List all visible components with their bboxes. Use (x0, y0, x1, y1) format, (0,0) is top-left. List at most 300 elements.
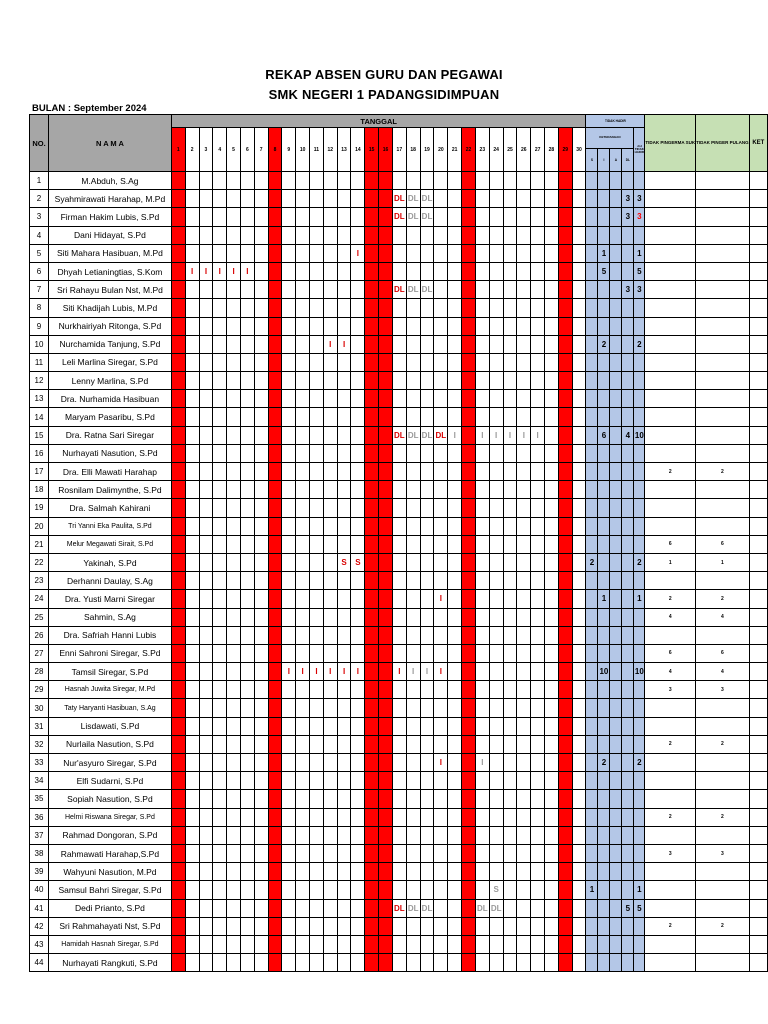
day-cell (448, 772, 462, 790)
day-cell (296, 444, 310, 462)
day-cell (240, 372, 254, 390)
day-cell (310, 499, 324, 517)
total-tidak-hadir: 3 (634, 190, 645, 208)
day-cell (282, 717, 296, 735)
count-dinas-luar (622, 390, 634, 408)
day-cell (337, 626, 351, 644)
day-cell (475, 262, 489, 280)
count-sakit (586, 299, 598, 317)
day-cell (240, 935, 254, 953)
day-cell (545, 226, 559, 244)
day-cell (337, 499, 351, 517)
tidak-pingermasuk-count (645, 172, 696, 190)
day-cell: I (337, 335, 351, 353)
day-cell (489, 262, 503, 280)
day-cell (558, 353, 572, 371)
school-name: SMK NEGERI 1 PADANGSIDIMPUAN (268, 87, 500, 102)
day-cell (406, 408, 420, 426)
day-cell (420, 535, 434, 553)
day-cell (310, 935, 324, 953)
day-cell (531, 681, 545, 699)
count-dinas-luar (622, 717, 634, 735)
code-a-header: A (610, 149, 622, 172)
day-cell (572, 299, 586, 317)
day-cell (434, 808, 448, 826)
total-tidak-hadir (634, 626, 645, 644)
day-cell (351, 353, 365, 371)
day-cell (268, 499, 282, 517)
day-cell (462, 644, 476, 662)
day-cell (558, 790, 572, 808)
day-cell (310, 353, 324, 371)
day-cell: I (282, 663, 296, 681)
day-cell (531, 808, 545, 826)
table-row (30, 353, 768, 371)
day-cell (337, 190, 351, 208)
day-cell (171, 499, 185, 517)
day-cell (185, 681, 199, 699)
day-cell: I (475, 426, 489, 444)
count-sakit (586, 754, 598, 772)
day-cell (392, 917, 406, 935)
day-cell (545, 808, 559, 826)
day-cell (199, 735, 213, 753)
day-cell (365, 826, 379, 844)
day-cell (434, 335, 448, 353)
day-cell (503, 208, 517, 226)
employee-name: Sri Rahayu Bulan Nst, M.Pd (48, 281, 171, 299)
day-cell (282, 444, 296, 462)
day-header: 6 (240, 128, 254, 172)
day-cell (240, 335, 254, 353)
day-cell (475, 390, 489, 408)
row-number: 42 (30, 917, 49, 935)
day-cell (545, 754, 559, 772)
day-cell (254, 772, 268, 790)
day-cell (227, 426, 241, 444)
day-cell (517, 553, 531, 571)
count-alpa (610, 226, 622, 244)
day-cell (503, 899, 517, 917)
day-cell (434, 790, 448, 808)
day-cell (545, 244, 559, 262)
day-cell (268, 262, 282, 280)
day-cell (296, 190, 310, 208)
table-row (30, 281, 768, 299)
day-cell (420, 863, 434, 881)
code-i-header: I (598, 149, 610, 172)
day-cell (503, 390, 517, 408)
day-cell (489, 226, 503, 244)
day-cell (448, 444, 462, 462)
day-cell (489, 699, 503, 717)
day-cell (310, 262, 324, 280)
day-cell (434, 644, 448, 662)
count-sakit (586, 808, 598, 826)
day-header: 12 (323, 128, 337, 172)
day-header: 14 (351, 128, 365, 172)
day-cell (323, 299, 337, 317)
day-cell (475, 608, 489, 626)
day-cell (531, 372, 545, 390)
day-cell (406, 172, 420, 190)
day-cell (379, 808, 393, 826)
day-cell (254, 590, 268, 608)
day-cell (199, 772, 213, 790)
day-cell (406, 935, 420, 953)
count-dinas-luar (622, 808, 634, 826)
day-cell (489, 390, 503, 408)
day-cell (448, 281, 462, 299)
day-cell (475, 535, 489, 553)
day-cell (254, 172, 268, 190)
row-number: 18 (30, 481, 49, 499)
day-cell (268, 208, 282, 226)
table-row (30, 444, 768, 462)
day-cell (282, 553, 296, 571)
day-cell (517, 881, 531, 899)
count-izin (598, 699, 610, 717)
day-cell (337, 735, 351, 753)
count-izin (598, 535, 610, 553)
keterangan-cell (749, 608, 767, 626)
count-alpa (610, 935, 622, 953)
count-izin (598, 917, 610, 935)
day-cell (545, 844, 559, 862)
day-cell (503, 808, 517, 826)
day-cell (545, 335, 559, 353)
count-sakit (586, 262, 598, 280)
count-dinas-luar (622, 663, 634, 681)
tidak-pingermasuk-count: 2 (645, 735, 696, 753)
tidak-pingermasuk-count (645, 208, 696, 226)
day-cell (199, 881, 213, 899)
day-cell (227, 917, 241, 935)
day-cell: I (434, 663, 448, 681)
day-cell (254, 299, 268, 317)
day-cell (240, 954, 254, 972)
day-cell (558, 644, 572, 662)
day-cell (531, 481, 545, 499)
day-cell (392, 372, 406, 390)
day-cell: I (213, 262, 227, 280)
day-cell (254, 699, 268, 717)
day-cell (406, 535, 420, 553)
employee-name: Syahmirawati Harahap, M.Pd (48, 190, 171, 208)
count-alpa (610, 644, 622, 662)
day-cell (213, 608, 227, 626)
day-cell (558, 899, 572, 917)
day-cell (365, 408, 379, 426)
day-cell (365, 262, 379, 280)
day-cell (282, 626, 296, 644)
total-tidak-hadir (634, 644, 645, 662)
table-row (30, 826, 768, 844)
day-cell (392, 335, 406, 353)
keterangan-cell (749, 844, 767, 862)
count-alpa (610, 481, 622, 499)
day-cell (420, 335, 434, 353)
count-sakit (586, 353, 598, 371)
total-tidak-hadir (634, 172, 645, 190)
total-tidak-hadir (634, 935, 645, 953)
day-cell (434, 262, 448, 280)
tidak-pinger-pulang-count (696, 499, 750, 517)
day-cell (489, 754, 503, 772)
day-cell (337, 844, 351, 862)
day-cell (489, 772, 503, 790)
day-cell (531, 899, 545, 917)
day-cell (545, 790, 559, 808)
count-sakit (586, 735, 598, 753)
day-cell (379, 935, 393, 953)
day-cell (213, 226, 227, 244)
day-cell (489, 244, 503, 262)
day-cell (282, 481, 296, 499)
day-cell (185, 372, 199, 390)
day-cell (282, 808, 296, 826)
day-cell (227, 808, 241, 826)
day-cell (434, 444, 448, 462)
day-cell (475, 954, 489, 972)
day-cell (420, 499, 434, 517)
day-cell (227, 408, 241, 426)
count-alpa (610, 626, 622, 644)
day-cell (545, 626, 559, 644)
day-cell (572, 244, 586, 262)
day-cell (503, 463, 517, 481)
day-cell (392, 717, 406, 735)
day-cell (282, 608, 296, 626)
row-number: 39 (30, 863, 49, 881)
day-cell (268, 844, 282, 862)
count-alpa (610, 299, 622, 317)
count-dinas-luar (622, 463, 634, 481)
day-cell (254, 844, 268, 862)
day-cell (185, 754, 199, 772)
day-cell (213, 626, 227, 644)
day-cell (227, 553, 241, 571)
keterangan-cell (749, 262, 767, 280)
day-cell: DL (392, 426, 406, 444)
day-cell (379, 717, 393, 735)
count-izin (598, 499, 610, 517)
day-cell (199, 808, 213, 826)
day-cell (406, 808, 420, 826)
count-dinas-luar (622, 608, 634, 626)
row-number: 40 (30, 881, 49, 899)
day-cell (310, 372, 324, 390)
tidak-pingermasuk-count (645, 299, 696, 317)
day-cell (213, 390, 227, 408)
table-row (30, 790, 768, 808)
day-cell (310, 444, 324, 462)
tidak-pingermasuk-count: 2 (645, 463, 696, 481)
day-cell (337, 772, 351, 790)
day-cell (503, 553, 517, 571)
day-cell (434, 917, 448, 935)
day-cell: I (434, 754, 448, 772)
day-cell (503, 754, 517, 772)
day-cell (517, 699, 531, 717)
day-cell (351, 517, 365, 535)
tidak-pingermasuk-count (645, 353, 696, 371)
tidak-pingermasuk-count: 2 (645, 808, 696, 826)
day-cell (558, 317, 572, 335)
day-cell (171, 190, 185, 208)
day-cell (323, 535, 337, 553)
day-cell (517, 844, 531, 862)
day-cell (462, 463, 476, 481)
tidak-pinger-pulang-count: 2 (696, 808, 750, 826)
day-cell (365, 935, 379, 953)
tidak-pingermasuk-count: 3 (645, 844, 696, 862)
day-cell (351, 317, 365, 335)
day-cell (475, 626, 489, 644)
day-cell (310, 917, 324, 935)
tidak-pinger-pulang-count: 3 (696, 681, 750, 699)
keterangan-cell (749, 372, 767, 390)
day-cell (351, 372, 365, 390)
total-tidak-hadir (634, 735, 645, 753)
day-cell (227, 317, 241, 335)
tidak-pinger-pulang-count (696, 826, 750, 844)
day-cell (351, 772, 365, 790)
count-alpa (610, 863, 622, 881)
day-cell (199, 663, 213, 681)
day-cell (282, 190, 296, 208)
total-tidak-hadir: 3 (634, 281, 645, 299)
day-cell (572, 463, 586, 481)
day-cell (323, 481, 337, 499)
tidak-pinger-pulang-count (696, 699, 750, 717)
count-alpa (610, 608, 622, 626)
day-cell (310, 681, 324, 699)
day-cell (475, 663, 489, 681)
table-row (30, 935, 768, 953)
day-cell (531, 754, 545, 772)
day-cell: DL (420, 281, 434, 299)
day-header: 27 (531, 128, 545, 172)
day-cell (531, 208, 545, 226)
count-izin (598, 481, 610, 499)
day-cell (392, 644, 406, 662)
day-cell (365, 281, 379, 299)
total-tidak-hadir (634, 535, 645, 553)
day-cell (282, 353, 296, 371)
day-cell (572, 663, 586, 681)
day-cell (379, 281, 393, 299)
day-cell (572, 735, 586, 753)
count-alpa (610, 899, 622, 917)
day-cell (448, 917, 462, 935)
day-cell (227, 535, 241, 553)
day-cell (282, 390, 296, 408)
count-sakit (586, 863, 598, 881)
employee-name: Nurhayati Rangkuti, S.Pd (48, 954, 171, 972)
day-cell (213, 754, 227, 772)
day-cell (351, 790, 365, 808)
day-cell (254, 481, 268, 499)
attendance-table (29, 114, 768, 972)
day-cell (268, 590, 282, 608)
day-cell (310, 644, 324, 662)
day-cell (558, 499, 572, 517)
day-cell (406, 881, 420, 899)
tidak-pinger-pulang-count (696, 754, 750, 772)
day-cell (185, 535, 199, 553)
day-cell (227, 681, 241, 699)
day-cell (434, 353, 448, 371)
day-cell (392, 572, 406, 590)
day-cell (434, 390, 448, 408)
table-row (30, 335, 768, 353)
day-cell (489, 844, 503, 862)
day-cell (213, 517, 227, 535)
day-cell (545, 299, 559, 317)
day-cell (503, 299, 517, 317)
day-cell: I (406, 663, 420, 681)
day-cell (365, 372, 379, 390)
day-cell (379, 699, 393, 717)
tidak-pinger-pulang-count: 2 (696, 917, 750, 935)
day-cell (213, 644, 227, 662)
day-cell (379, 299, 393, 317)
day-cell (254, 553, 268, 571)
day-cell (254, 572, 268, 590)
day-cell (199, 353, 213, 371)
day-cell (323, 517, 337, 535)
employee-name: Nur'asyuro Siregar, S.Pd (48, 754, 171, 772)
employee-name: Lisdawati, S.Pd (48, 717, 171, 735)
day-cell (462, 626, 476, 644)
day-cell (462, 190, 476, 208)
day-cell (558, 917, 572, 935)
day-cell (227, 717, 241, 735)
day-cell (365, 681, 379, 699)
day-cell (282, 899, 296, 917)
tidak-pingermasuk-count (645, 426, 696, 444)
day-cell (240, 517, 254, 535)
day-cell (448, 535, 462, 553)
day-cell (227, 172, 241, 190)
day-cell (337, 935, 351, 953)
day-cell (489, 735, 503, 753)
tidak-pinger-pulang-count: 6 (696, 535, 750, 553)
day-cell (489, 954, 503, 972)
employee-name: Maryam Pasaribu, S.Pd (48, 408, 171, 426)
count-sakit (586, 608, 598, 626)
day-cell: I (310, 663, 324, 681)
day-cell (517, 262, 531, 280)
day-cell (434, 499, 448, 517)
day-cell (323, 226, 337, 244)
tidak-pingermasuk-count (645, 372, 696, 390)
day-cell (558, 826, 572, 844)
day-cell (531, 699, 545, 717)
table-row (30, 481, 768, 499)
day-cell (254, 626, 268, 644)
day-cell (310, 844, 324, 862)
day-cell (213, 317, 227, 335)
day-cell (296, 626, 310, 644)
table-row (30, 172, 768, 190)
day-cell (489, 190, 503, 208)
day-cell (310, 208, 324, 226)
day-cell (365, 299, 379, 317)
table-row (30, 808, 768, 826)
day-cell (282, 463, 296, 481)
